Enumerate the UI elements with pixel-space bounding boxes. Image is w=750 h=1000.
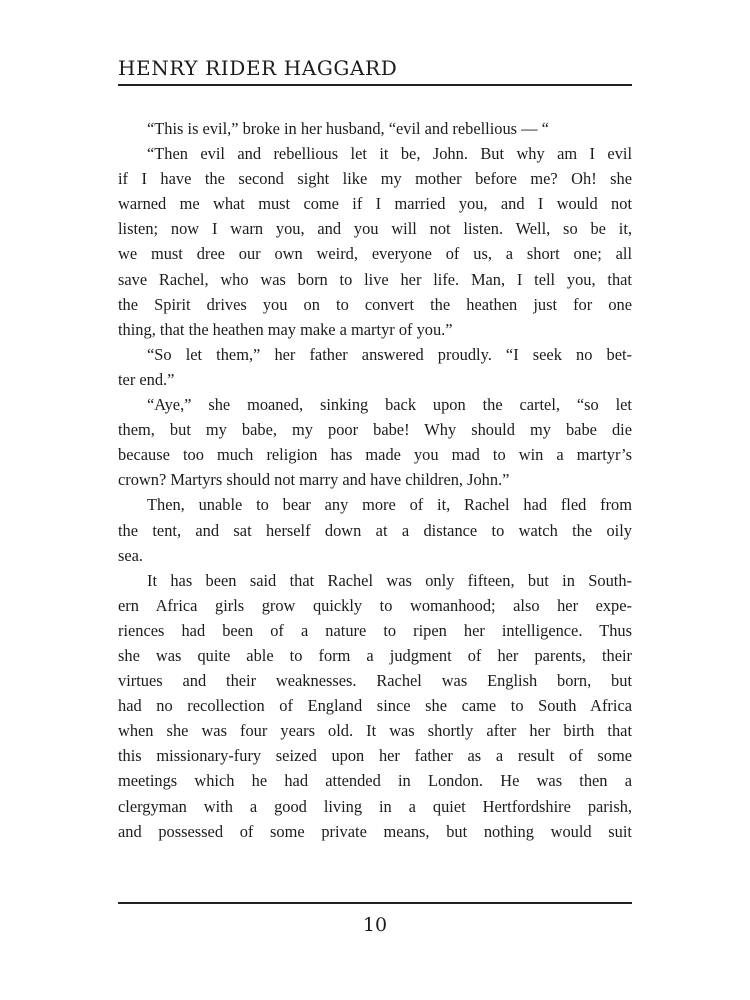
text-line: clergyman with a good living in a quiet Hertfordshire parish, xyxy=(118,796,632,816)
text-line: this missionary-fury seized upon her father as a result of some xyxy=(118,746,632,766)
page-number: 10 xyxy=(362,914,388,936)
text-line: riences had been of a nature to ripen her intelligence. Thus xyxy=(118,620,632,640)
text-line: warned me what must come if I married you, and I would not xyxy=(118,194,632,214)
text-line: Then, unable to bear any more of it, Rachel had fled from xyxy=(147,495,632,515)
body-text xyxy=(118,116,632,844)
text-line: the tent, and sat herself down at a distance to watch the oily xyxy=(118,520,632,540)
text-line: “Aye,” she moaned, sinking back upon the cartel, “so let xyxy=(147,395,632,415)
text-line: the Spirit drives you on to convert the heathen just for one xyxy=(118,294,632,314)
text-line: It has been said that Rachel was only fifteen, but in South- xyxy=(147,570,632,590)
text-line: listen; now I warn you, and you will not listen. Well, so be it, xyxy=(118,219,632,239)
text-line: “So let them,” her father answered proudly. “I seek no bet- xyxy=(147,344,632,364)
text-line: had no recollection of England since she came to South Africa xyxy=(118,696,632,716)
header-rule xyxy=(118,84,632,86)
text-line: she was quite able to form a judgment of her parents, their xyxy=(118,645,632,665)
footer-rule xyxy=(118,902,632,904)
text-line: sea. xyxy=(118,545,144,565)
text-line: meetings which he had attended in London. He was then a xyxy=(118,771,632,791)
text-line: we must dree our own weird, everyone of us, a short one; all xyxy=(118,244,632,264)
running-head: HENRY RIDER HAGGARD xyxy=(118,56,398,80)
text-line: ern Africa girls grow quickly to womanhood; also her expe- xyxy=(118,595,632,615)
text-line: if I have the second sight like my mother before me? Oh! she xyxy=(118,169,632,189)
text-line: and possessed of some private means, but nothing would suit xyxy=(118,821,632,841)
text-line: “This is evil,” broke in her husband, “evil and rebellious — “ xyxy=(147,119,549,138)
text-line: because too much religion has made you mad to win a martyr’s xyxy=(118,445,632,465)
text-line: crown? Martyrs should not marry and have children, John.” xyxy=(118,470,510,490)
text-line: ter end.” xyxy=(118,369,175,389)
text-line: them, but my babe, my poor babe! Why should my babe die xyxy=(118,420,632,440)
text-line: virtues and their weaknesses. Rachel was English born, but xyxy=(118,671,632,691)
text-line: save Rachel, who was born to live her life. Man, I tell you, that xyxy=(118,269,632,289)
text-line: when she was four years old. It was shortly after her birth that xyxy=(118,721,632,741)
text-line: thing, that the heathen may make a martyr of you.” xyxy=(118,319,453,339)
text-line: “Then evil and rebellious let it be, John. But why am I evil xyxy=(147,144,632,164)
